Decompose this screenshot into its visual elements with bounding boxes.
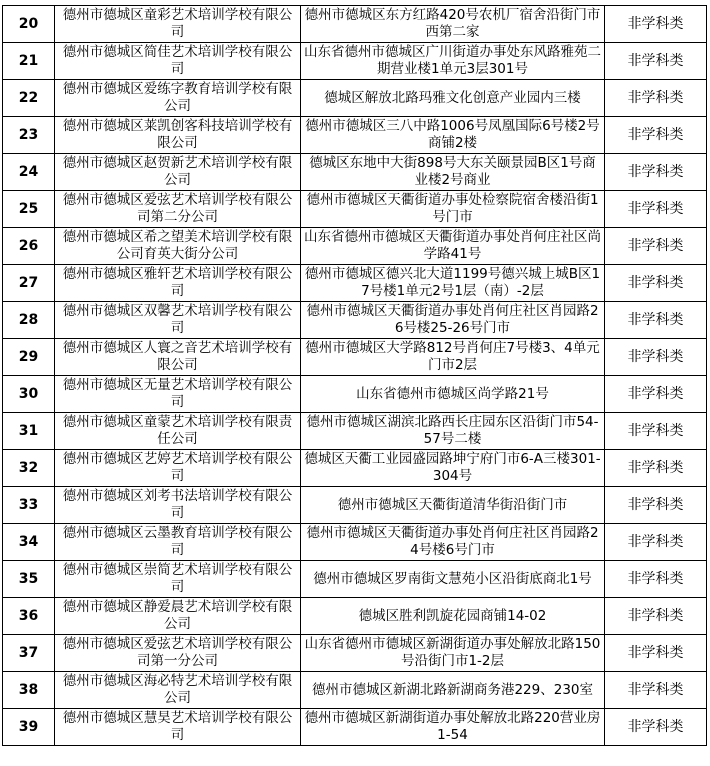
school-category: 非学科类 (605, 117, 707, 154)
school-category: 非学科类 (605, 80, 707, 117)
school-address: 德州市德城区天衢街道办事处检察院宿舍楼沿街1号门市 (301, 191, 605, 228)
school-address: 山东省德州市德城区天衢街道办事处肖何庄社区尚学路41号 (301, 228, 605, 265)
school-name: 德州市德城区赵贺新艺术培训学校有限公司 (55, 154, 301, 191)
school-category: 非学科类 (605, 487, 707, 524)
school-address: 德州市德城区新湖街道办事处解放北路220营业房1-54 (301, 709, 605, 746)
table-row (3, 80, 707, 117)
school-name: 德州市德城区莱凯创客科技培训学校有限公司 (55, 117, 301, 154)
school-category: 非学科类 (605, 6, 707, 43)
row-number: 29 (3, 339, 55, 376)
school-category: 非学科类 (605, 413, 707, 450)
table-row (3, 265, 707, 302)
school-name: 德州市德城区雅轩艺术培训学校有限公司 (55, 265, 301, 302)
school-name: 德州市德城区简佳艺术培训学校有限公司 (55, 43, 301, 80)
row-number: 26 (3, 228, 55, 265)
school-address: 德州市德城区天衢街道办事处肖何庄社区肖园路24号楼6号门市 (301, 524, 605, 561)
school-category: 非学科类 (605, 339, 707, 376)
school-category: 非学科类 (605, 265, 707, 302)
table-row (3, 709, 707, 746)
table-row (3, 191, 707, 228)
school-address: 山东省德州市德城区尚学路21号 (301, 376, 605, 413)
school-category: 非学科类 (605, 598, 707, 635)
school-category: 非学科类 (605, 376, 707, 413)
row-number: 27 (3, 265, 55, 302)
row-number: 38 (3, 672, 55, 709)
school-name: 德州市德城区人寰之音艺术培训学校有限公司 (55, 339, 301, 376)
school-category: 非学科类 (605, 302, 707, 339)
school-address: 德州市德城区湖滨北路西长庄园东区沿街门市54-57号二楼 (301, 413, 605, 450)
school-name: 德州市德城区静爱晨艺术培训学校有限公司 (55, 598, 301, 635)
school-address: 山东省德州市德城区新湖街道办事处解放北路150号沿街门市1-2层 (301, 635, 605, 672)
table-row (3, 635, 707, 672)
row-number: 33 (3, 487, 55, 524)
school-category: 非学科类 (605, 635, 707, 672)
table-row (3, 43, 707, 80)
row-number: 20 (3, 6, 55, 43)
table-row (3, 376, 707, 413)
row-number: 25 (3, 191, 55, 228)
row-number: 36 (3, 598, 55, 635)
school-address: 德城区天衢工业园盛园路坤宁府门市6-A三楼301-304号 (301, 450, 605, 487)
table-row (3, 302, 707, 339)
row-number: 23 (3, 117, 55, 154)
school-category: 非学科类 (605, 43, 707, 80)
table-row (3, 672, 707, 709)
row-number: 31 (3, 413, 55, 450)
table-body (3, 6, 707, 746)
school-name: 德州市德城区云墨教育培训学校有限公司 (55, 524, 301, 561)
school-category: 非学科类 (605, 672, 707, 709)
row-number: 32 (3, 450, 55, 487)
school-name: 德州市德城区艺婷艺术培训学校有限公司 (55, 450, 301, 487)
row-number: 21 (3, 43, 55, 80)
row-number: 28 (3, 302, 55, 339)
school-address: 德州市德城区大学路812号肖何庄7号楼3、4单元门市2层 (301, 339, 605, 376)
school-name: 德州市德城区希之望美术培训学校有限公司育英大街分公司 (55, 228, 301, 265)
table-row (3, 413, 707, 450)
table-row (3, 450, 707, 487)
school-name: 德州市德城区童彩艺术培训学校有限公司 (55, 6, 301, 43)
school-category: 非学科类 (605, 561, 707, 598)
training-school-table (2, 5, 707, 746)
school-address: 德州市德城区德兴北大道1199号德兴城上城B区17号楼1单元2号1层（南）-2层 (301, 265, 605, 302)
school-name: 德州市德城区双馨艺术培训学校有限公司 (55, 302, 301, 339)
table-row (3, 339, 707, 376)
table-row (3, 561, 707, 598)
school-address: 德州市德城区东方红路420号农机厂宿舍沿街门市西第二家 (301, 6, 605, 43)
school-name: 德州市德城区无量艺术培训学校有限公司 (55, 376, 301, 413)
row-number: 35 (3, 561, 55, 598)
row-number: 37 (3, 635, 55, 672)
school-address: 德城区东地中大街898号大东关颐景园B区1号商业楼2号商业 (301, 154, 605, 191)
school-category: 非学科类 (605, 709, 707, 746)
school-name: 德州市德城区爱弦艺术培训学校有限公司第一分公司 (55, 635, 301, 672)
table-row (3, 6, 707, 43)
table-row (3, 598, 707, 635)
school-name: 德州市德城区崇简艺术培训学校有限公司 (55, 561, 301, 598)
school-category: 非学科类 (605, 191, 707, 228)
school-address: 德州市德城区新湖北路新湖商务港229、230室 (301, 672, 605, 709)
school-address: 山东省德州市德城区广川街道办事处东风路雅苑二期营业楼1单元3层301号 (301, 43, 605, 80)
school-name: 德州市德城区海必特艺术培训学校有限公司 (55, 672, 301, 709)
row-number: 30 (3, 376, 55, 413)
school-address: 德州市德城区天衢街道清华街沿街门市 (301, 487, 605, 524)
row-number: 22 (3, 80, 55, 117)
school-category: 非学科类 (605, 450, 707, 487)
school-name: 德州市德城区爱弦艺术培训学校有限公司第二分公司 (55, 191, 301, 228)
school-name: 德州市德城区慧昊艺术培训学校有限公司 (55, 709, 301, 746)
table-row (3, 524, 707, 561)
row-number: 39 (3, 709, 55, 746)
school-address: 德州市德城区罗南街文慧苑小区沿街底商北1号 (301, 561, 605, 598)
row-number: 34 (3, 524, 55, 561)
school-category: 非学科类 (605, 524, 707, 561)
school-category: 非学科类 (605, 154, 707, 191)
table-row (3, 117, 707, 154)
school-category: 非学科类 (605, 228, 707, 265)
row-number: 24 (3, 154, 55, 191)
table-row (3, 228, 707, 265)
school-name: 德州市德城区童蒙艺术培训学校有限责任公司 (55, 413, 301, 450)
school-address: 德城区解放北路玛雅文化创意产业园内三楼 (301, 80, 605, 117)
school-address: 德州市德城区天衢街道办事处肖何庄社区肖园路26号楼25-26号门市 (301, 302, 605, 339)
school-address: 德城区胜利凯旋花园商铺14-02 (301, 598, 605, 635)
table-row (3, 154, 707, 191)
school-name: 德州市德城区爱练字教育培训学校有限公司 (55, 80, 301, 117)
school-address: 德州市德城区三八中路1006号凤凰国际6号楼2号商铺2楼 (301, 117, 605, 154)
school-name: 德州市德城区刘考书法培训学校有限公司 (55, 487, 301, 524)
table-row (3, 487, 707, 524)
